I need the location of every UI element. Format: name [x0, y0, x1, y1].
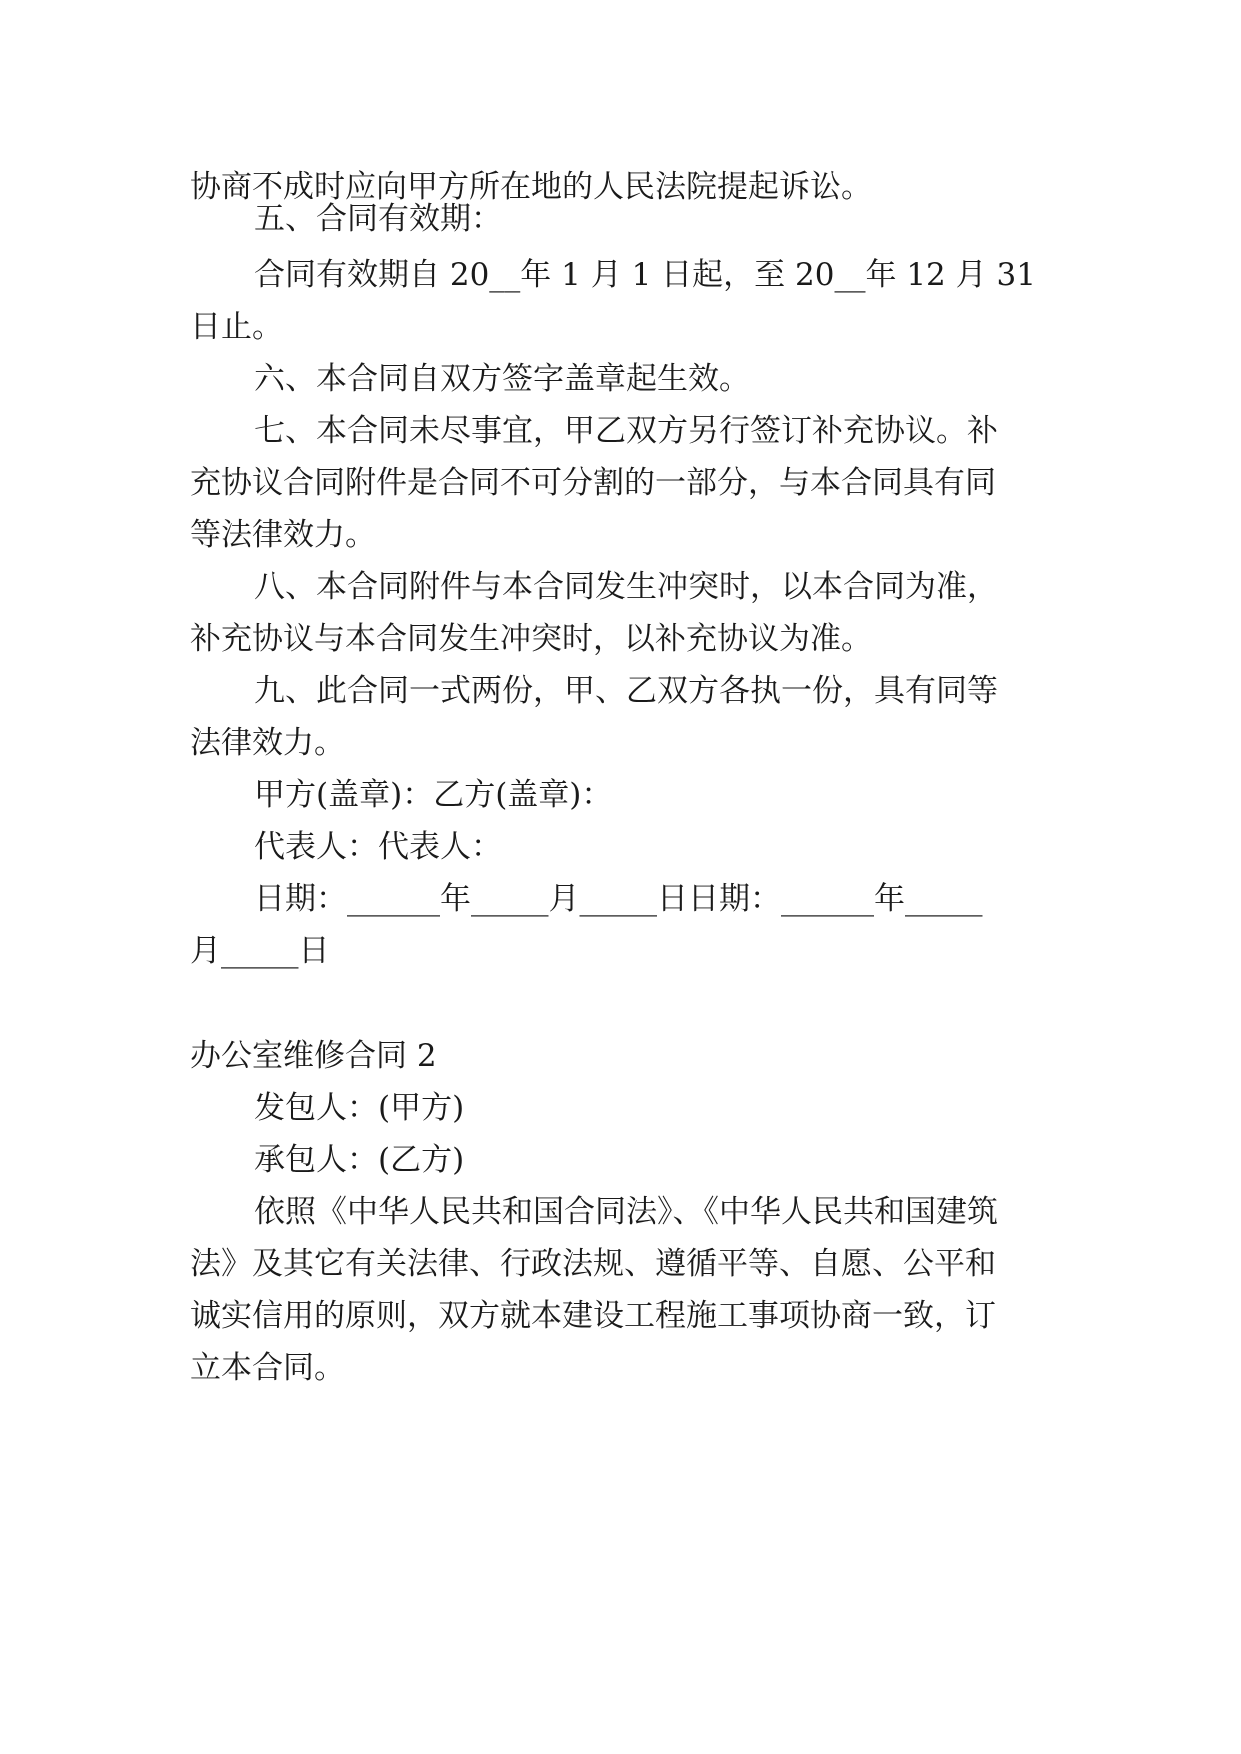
paragraph-line: 等法律效力。 [190, 517, 376, 553]
section-heading-term: 五、合同有效期： [254, 201, 502, 237]
paragraph-line: 立本合同。 [190, 1350, 345, 1386]
paragraph-line: 八、本合同附件与本合同发生冲突时，以本合同为准， [254, 569, 998, 605]
paragraph-line: 法》及其它有关法律、行政法规、遵循平等、自愿、公平和 [190, 1246, 996, 1282]
contractor-line: 承包人：(乙方) [254, 1142, 465, 1178]
paragraph-line: 补充协议与本合同发生冲突时，以补充协议为准。 [190, 621, 872, 657]
signature-party-line: 甲方(盖章)：乙方(盖章)： [254, 777, 613, 813]
paragraph-line: 诚实信用的原则，双方就本建设工程施工事项协商一致，订 [190, 1298, 996, 1334]
signature-date-line: 月_____日 [190, 933, 330, 969]
paragraph-line: 协商不成时应向甲方所在地的人民法院提起诉讼。 [190, 169, 872, 205]
signature-date-line: 日期：______年_____月_____日日期：______年_____ [254, 881, 983, 917]
contract-title: 办公室维修合同 2 [190, 1038, 437, 1074]
paragraph-line: 六、本合同自双方签字盖章起生效。 [254, 361, 750, 397]
paragraph-line: 充协议合同附件是合同不可分割的一部分，与本合同具有同 [190, 465, 996, 501]
paragraph-line: 九、此合同一式两份，甲、乙双方各执一份，具有同等 [254, 673, 998, 709]
signature-representative-line: 代表人：代表人： [254, 829, 502, 865]
paragraph-line: 依照《中华人民共和国合同法》、《中华人民共和国建筑 [254, 1194, 998, 1230]
paragraph-line: 法律效力。 [190, 725, 345, 761]
paragraph-line: 七、本合同未尽事宜，甲乙双方另行签订补充协议。补 [254, 413, 998, 449]
employer-line: 发包人：(甲方) [254, 1090, 465, 1126]
paragraph-line: 合同有效期自 20__年 1 月 1 日起，至 20__年 12 月 31 [254, 257, 1036, 293]
paragraph-line: 日止。 [190, 309, 283, 345]
